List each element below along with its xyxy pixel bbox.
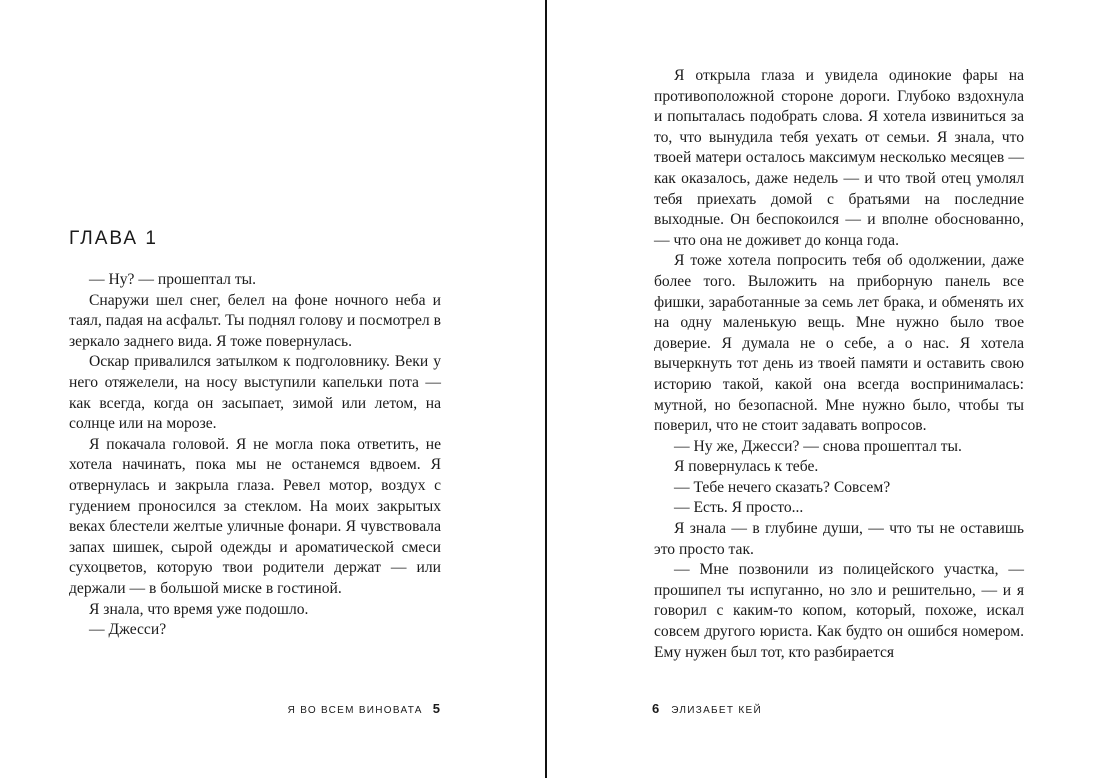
running-title: Я ВО ВСЕМ ВИНОВАТА [287,705,423,716]
paragraph: Я знала — в глубине души, — что ты не оставишь это просто так. [654,520,1024,558]
paragraph: — Есть. Я просто... [674,499,804,517]
paragraph: Я покачала головой. Я не могла пока ответить, не хотела начинать, пока мы не останемся вдвоем. Я отвернулась и закрыла глаза. Ревел мотор, воздух с гудением проносился за стеклом. На моих закрытых веках блестели желтые уличные фонари. Я чувствовала запах шишек, сырой одежды и ароматической смеси сухоцветов, которую твои родители держат — или держали — в большой миске в гостиной. [69,435,441,597]
right-page [548,0,1095,778]
paragraph: Оскар привалился затылком к подголовнику. Веки у него отяжелели, на носу выступили капельки пота — как всегда, когда он засыпает, зимой или летом, на солнце или на морозе. [69,353,441,433]
paragraph: — Джесси? [89,621,167,639]
paragraph: — Тебе нечего сказать? Совсем? [674,478,891,496]
paragraph: — Ну же, Джесси? — снова прошептал ты. [674,437,962,455]
right-page-text [654,66,1024,663]
chapter-title: ГЛАВА 1 [69,228,158,249]
paragraph: Я знала, что время уже подошло. [89,600,309,618]
paragraph: Я повернулась к тебе. [674,458,819,476]
left-page [0,0,546,778]
paragraph: Я открыла глаза и увидела одинокие фары на противоположной стороне дороги. Глубоко вздохнула и попыталась подобрать слова. Я хотела извиниться за то, что вынудила тебя уехать от семьи. Я знала, что твоей матери осталось максимум несколько месяцев — как оказалось, даже недель — и что твой отец умолял тебя приехать домой с братьями на последние выходные. Он беспокоился — и вполне обоснованно, — что она не доживет до конца года. [654,67,1024,249]
left-page-footer [288,701,440,716]
book-spine [545,0,547,778]
paragraph: Снаружи шел снег, белел на фоне ночного неба и таял, падая на асфальт. Ты поднял голову и посмотрел в зеркало заднего вида. Я тоже повернулась. [69,291,441,350]
paragraph: — Мне позвонили из полицейского участка, — прошипел ты испуганно, но зло и решительно, — и я говорил с каким-то копом, который, похоже, искал совсем другого юриста. Как будто он ошибся номером. Ему нужен был тот, кто разбирается [654,561,1024,661]
paragraph: Я тоже хотела попросить тебя об одолжении, даже более того. Выложить на приборную панель все фишки, заработанные за семь лет брака, и обменять их на одну маленькую вещь. Мне нужно было твое доверие. Я думала не о себе, а о нас. Я хотела вычеркнуть тот день из твоей памяти и оставить свою историю такой, какой она всегда воспринималась: мутной, но безопасной. Мне нужно было, чтобы ты поверил, что не стоит задавать вопросов. [654,252,1024,435]
page-number: 5 [432,701,440,716]
page-number: 6 [652,701,660,716]
paragraph: — Ну? — прошептал ты. [89,271,257,288]
running-title: ЭЛИЗАБЕТ КЕЙ [671,705,762,716]
left-page-text [69,270,441,641]
right-page-footer [652,701,762,716]
